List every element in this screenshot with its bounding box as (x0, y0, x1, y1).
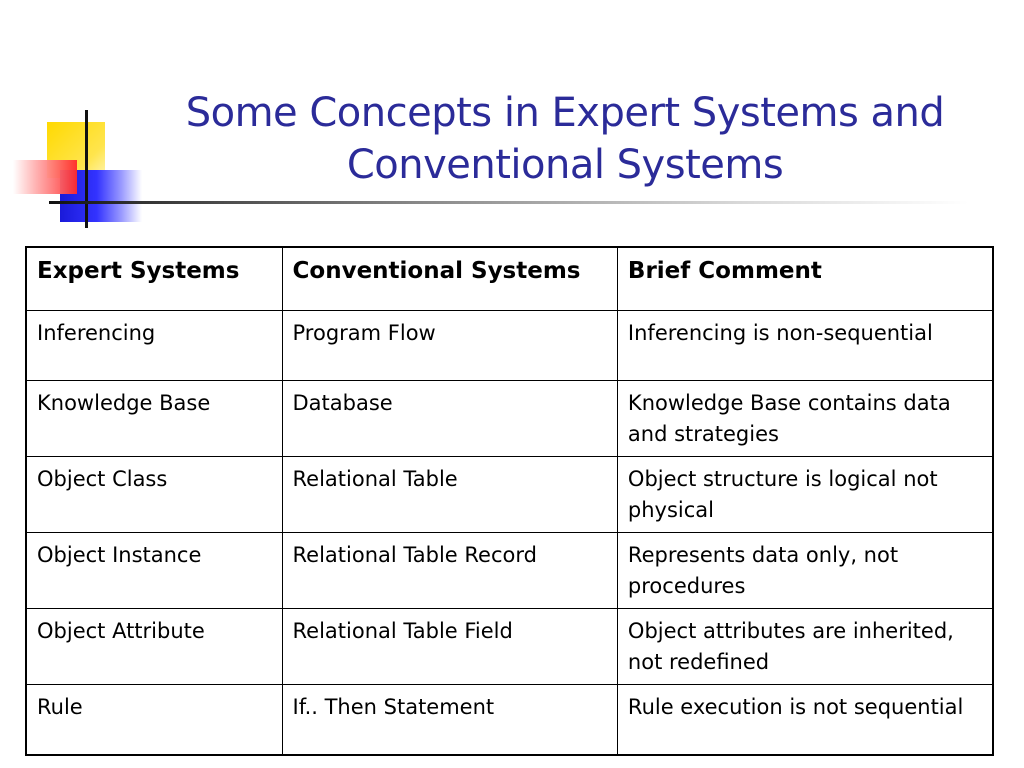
cell-conventional: Relational Table Record (282, 533, 617, 609)
concepts-table (25, 246, 994, 756)
cell-comment: Object structure is logical not physical (617, 457, 993, 533)
slide-logo-graphic (0, 0, 170, 240)
logo-vertical-line (85, 110, 88, 228)
cell-comment: Inferencing is non-sequential (617, 311, 993, 381)
table-row (26, 311, 993, 381)
table-row (26, 685, 993, 756)
table-row (26, 533, 993, 609)
title-divider-line (49, 201, 969, 204)
cell-conventional: Relational Table (282, 457, 617, 533)
logo-red-square (13, 160, 77, 194)
cell-expert: Rule (26, 685, 282, 756)
slide-title (150, 87, 980, 191)
cell-conventional: If.. Then Statement (282, 685, 617, 756)
cell-comment: Knowledge Base contains data and strategies (617, 381, 993, 457)
slide-title-line-2: Conventional Systems (346, 142, 784, 188)
table-header-row (26, 247, 993, 311)
header-expert-systems: Expert Systems (26, 247, 282, 311)
slide-title-line-1: Some Concepts in Expert Systems and (185, 90, 945, 136)
cell-expert: Object Class (26, 457, 282, 533)
cell-expert: Object Instance (26, 533, 282, 609)
cell-expert: Inferencing (26, 311, 282, 381)
header-conventional-systems: Conventional Systems (282, 247, 617, 311)
table-row (26, 609, 993, 685)
cell-comment: Represents data only, not procedures (617, 533, 993, 609)
header-brief-comment: Brief Comment (617, 247, 993, 311)
cell-expert: Object Attribute (26, 609, 282, 685)
cell-conventional: Program Flow (282, 311, 617, 381)
cell-comment: Object attributes are inherited, not redefined (617, 609, 993, 685)
cell-comment: Rule execution is not sequential (617, 685, 993, 756)
table-row (26, 381, 993, 457)
table-row (26, 457, 993, 533)
cell-conventional: Relational Table Field (282, 609, 617, 685)
cell-expert: Knowledge Base (26, 381, 282, 457)
cell-conventional: Database (282, 381, 617, 457)
